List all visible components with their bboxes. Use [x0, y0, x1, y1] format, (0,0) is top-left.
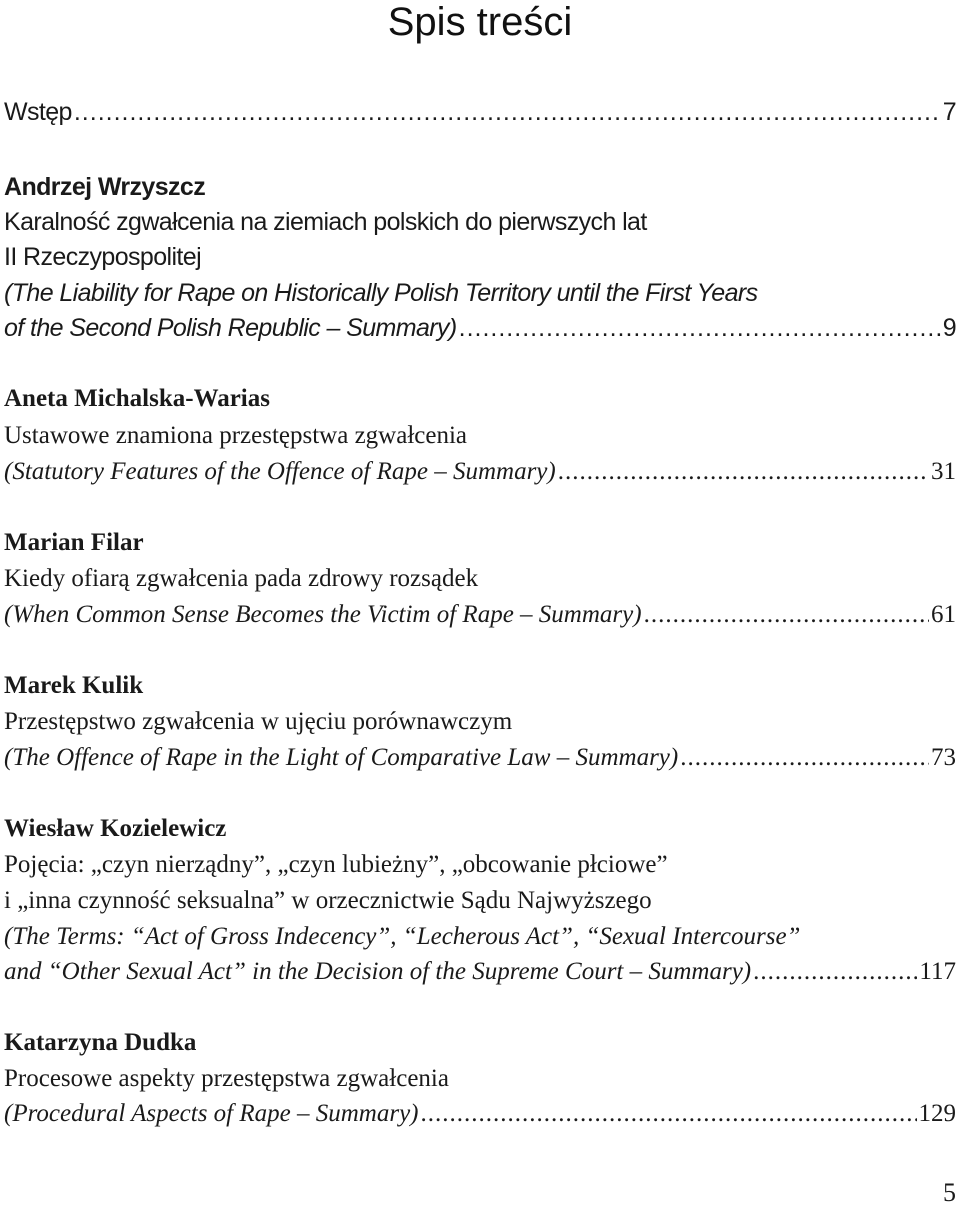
entry-3-title-line-1: Kiedy ofiarą zgwałcenia pada zdrowy rozsądek: [4, 565, 479, 592]
entry-6-page-number: 129: [918, 1100, 956, 1127]
entry-5-title-line-2: i „inna czynność seksualna” w orzecznictwie Sądu Najwyższego: [4, 887, 652, 914]
leader-dots: [753, 955, 917, 989]
entry-4-page-number: 73: [931, 744, 956, 771]
toc-entry-4[interactable]: [4, 741, 956, 775]
entry-6-title-line-2: (Procedural Aspects of Rape – Summary): [4, 1100, 419, 1127]
intro-label: Wstęp: [4, 98, 72, 126]
toc-entry-5[interactable]: [4, 955, 956, 989]
leader-dots: [459, 311, 941, 345]
leader-dots: [74, 95, 941, 129]
entry-5-author: Wiesław Kozielewicz: [4, 815, 227, 842]
page-title: Spis treści: [387, 0, 573, 44]
entry-5-page-number: 117: [919, 958, 956, 985]
entry-2-author: Aneta Michalska-Warias: [4, 385, 270, 412]
entry-6-author: Katarzyna Dudka: [4, 1029, 197, 1056]
entry-1-title-line-4: of the Second Polish Republic – Summary): [4, 314, 457, 342]
leader-dots: [421, 1097, 917, 1131]
entry-1-page-number: 9: [942, 314, 956, 342]
entry-4-title-line-1: Przestępstwo zgwałcenia w ujęciu porównawczym: [4, 708, 513, 735]
entry-3-title-line-2: (When Common Sense Becomes the Victim of Rape – Summary): [4, 601, 642, 628]
entry-6-title-line-1: Procesowe aspekty przestępstwa zgwałcenia: [4, 1065, 449, 1092]
entry-1-title-line-3: (The Liability for Rape on Historically Polish Territory until the First Years: [4, 279, 758, 307]
entry-1-title-line-1: Karalność zgwałcenia na ziemiach polskich do pierwszych lat: [4, 208, 647, 236]
toc-entry-2[interactable]: [4, 455, 956, 489]
toc-entry-1[interactable]: [4, 311, 956, 345]
entry-5-title-line-4: and “Other Sexual Act” in the Decision of the Supreme Court – Summary): [4, 958, 752, 985]
entry-2-title-line-1: Ustawowe znamiona przestępstwa zgwałcenia: [4, 422, 468, 449]
entry-4-title-line-2: (The Offence of Rape in the Light of Comparative Law – Summary): [4, 744, 679, 771]
entry-3-author: Marian Filar: [4, 529, 144, 556]
leader-dots: [558, 455, 929, 489]
entry-2-title-line-2: (Statutory Features of the Offence of Rape – Summary): [4, 458, 556, 485]
page-number: 5: [943, 1178, 956, 1207]
toc-entry-6[interactable]: [4, 1097, 956, 1131]
leader-dots: [644, 598, 929, 632]
toc-entry-3[interactable]: [4, 598, 956, 632]
entry-3-page-number: 61: [931, 601, 956, 628]
leader-dots: [680, 741, 929, 775]
toc-entry-intro[interactable]: [4, 95, 956, 129]
entry-1-title-line-2: II Rzeczypospolitej: [4, 243, 202, 271]
entry-5-title-line-3: (The Terms: “Act of Gross Indecency”, “Lecherous Act”, “Sexual Intercourse”: [4, 923, 801, 950]
entry-5-title-line-1: Pojęcia: „czyn nierządny”, „czyn lubieżny”, „obcowanie płciowe”: [4, 851, 668, 878]
entry-4-author: Marek Kulik: [4, 672, 144, 699]
entry-2-page-number: 31: [931, 458, 956, 485]
intro-page-number: 7: [942, 98, 956, 126]
entry-1-author: Andrzej Wrzyszcz: [4, 173, 206, 201]
